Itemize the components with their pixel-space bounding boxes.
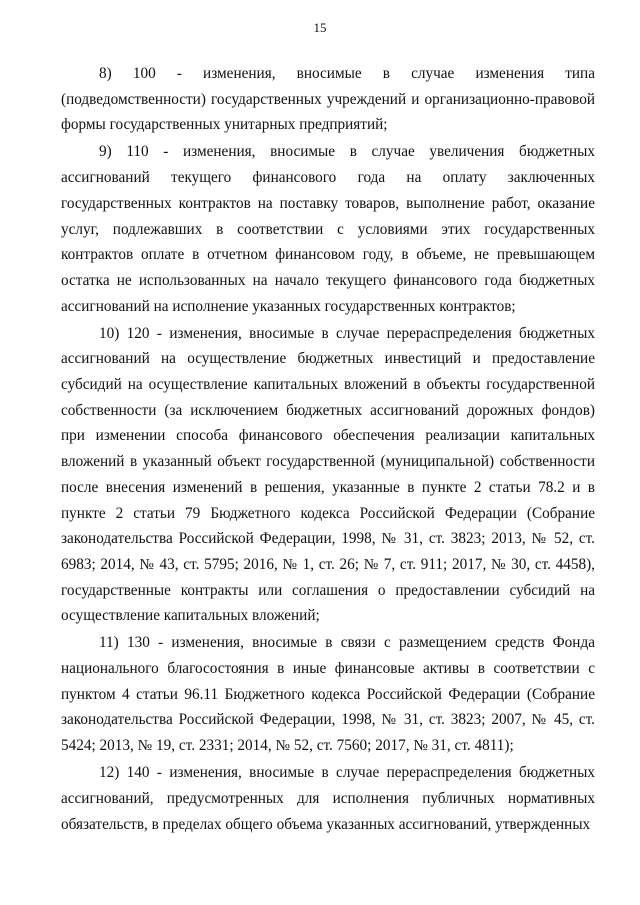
paragraph-item-12: 12) 140 - изменения, вносимые в случае перераспределения бюджетных ассигнований, предусмотренных для исполнения публичных нормативных обязательств, в пределах общего объема указанных ассигнований, утвержденных <box>61 764 595 833</box>
paragraph-item-8: 8) 100 - изменения, вносимые в случае изменения типа (подведомственности) государственных учреждений и организационно-правовой формы государственных унитарных предприятий; <box>61 65 595 134</box>
page-number: 15 <box>313 20 327 35</box>
paragraph-item-10: 10) 120 - изменения, вносимые в случае перераспределения бюджетных ассигнований на осуществление бюджетных инвестиций и предоставление субсидий на осуществление капитальных вложений в объекты государственной собственности (за исключением бюджетных ассигнований дорожных фондов) при изменении способа финансового обеспечения реализации капитальных вложений в указанный объект государственной (муниципальной) собственности после внесения изменений в решения, указанные в пункте 2 статьи 78.2 и в пункте 2 статьи 79 Бюджетного кодекса Российской Федерации (Собрание законодательства Российской Федерации, 1998, № 31, ст. 3823; 2013, № 52, ст. 6983; 2014, № 43, ст. 5795; 2016, № 1, ст. 26; № 7, ст. 911; 2017, № 30, ст. 4458), государственные контракты или соглашения о предоставлении субсидий на осуществление капитальных вложений; <box>61 324 595 625</box>
paragraph-item-11: 11) 130 - изменения, вносимые в связи с размещением средств Фонда национального благосостояния в иные финансовые активы в соответствии с пунктом 4 статьи 96.11 Бюджетного кодекса Российской Федерации (Собрание законодательства Российской Федерации, 1998, № 31, ст. 3823; 2007, № 45, ст. 5424; 2013, № 19, ст. 2331; 2014, № 52, ст. 7560; 2017, № 31, ст. 4811); <box>61 634 595 755</box>
paragraph-item-9: 9) 110 - изменения, вносимые в случае увеличения бюджетных ассигнований текущего финансового года на оплату заключенных государственных контрактов на поставку товаров, выполнение работ, оказание услуг, подлежавших в соответствии с условиями этих государственных контрактов оплате в отчетном финансовом году, в объеме, не превышающем остатка не использованных на начало текущего финансового года бюджетных ассигнований на исполнение указанных государственных контрактов; <box>61 143 595 315</box>
document-body <box>61 61 595 839</box>
